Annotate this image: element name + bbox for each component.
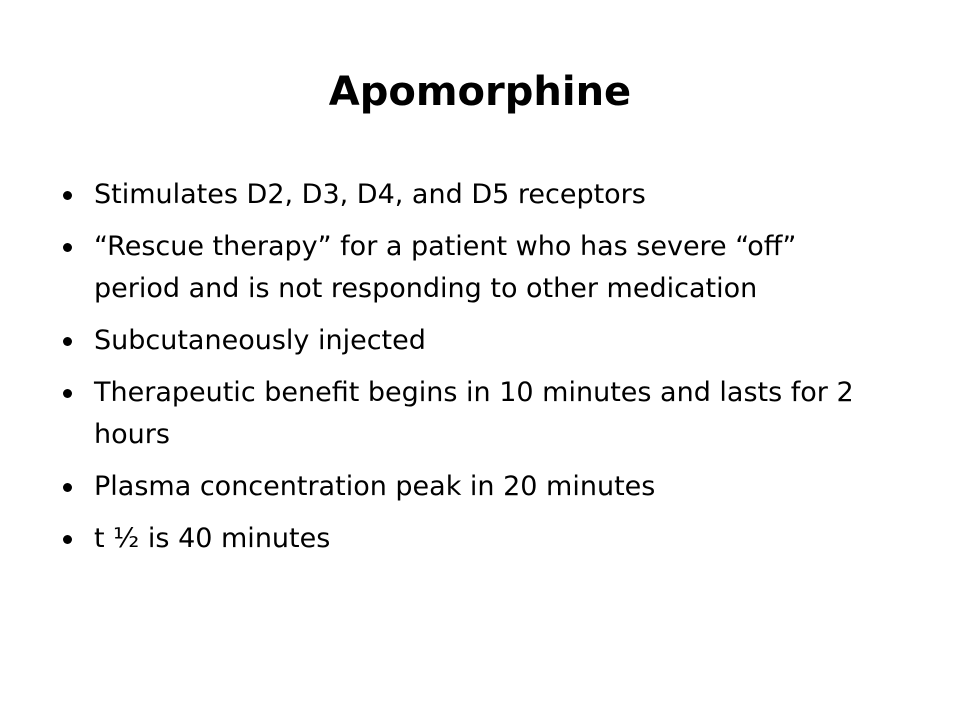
bullet-item	[94, 320, 854, 362]
slide-title: Apomorphine	[328, 69, 632, 115]
bullet-list	[94, 174, 854, 570]
bullet-item	[94, 466, 854, 508]
bullet-item	[94, 518, 854, 560]
bullet-dot-icon	[63, 191, 72, 200]
bullet-text: Stimulates D2, D3, D4, and D5 receptors	[94, 179, 646, 210]
bullet-text: Therapeutic benefit begins in 10 minutes and lasts for 2 hours	[94, 377, 854, 450]
bullet-item	[94, 226, 854, 310]
bullet-dot-icon	[63, 243, 72, 252]
bullet-dot-icon	[63, 337, 72, 346]
bullet-item	[94, 372, 854, 456]
bullet-text: t ½ is 40 minutes	[94, 523, 331, 554]
bullet-dot-icon	[63, 535, 72, 544]
bullet-item	[94, 174, 854, 216]
bullet-dot-icon	[63, 389, 72, 398]
bullet-text: Subcutaneously injected	[94, 325, 426, 356]
bullet-text: Plasma concentration peak in 20 minutes	[94, 471, 656, 502]
bullet-text: “Rescue therapy” for a patient who has severe “off” period and is not responding to other medication	[94, 231, 797, 304]
bullet-dot-icon	[63, 483, 72, 492]
